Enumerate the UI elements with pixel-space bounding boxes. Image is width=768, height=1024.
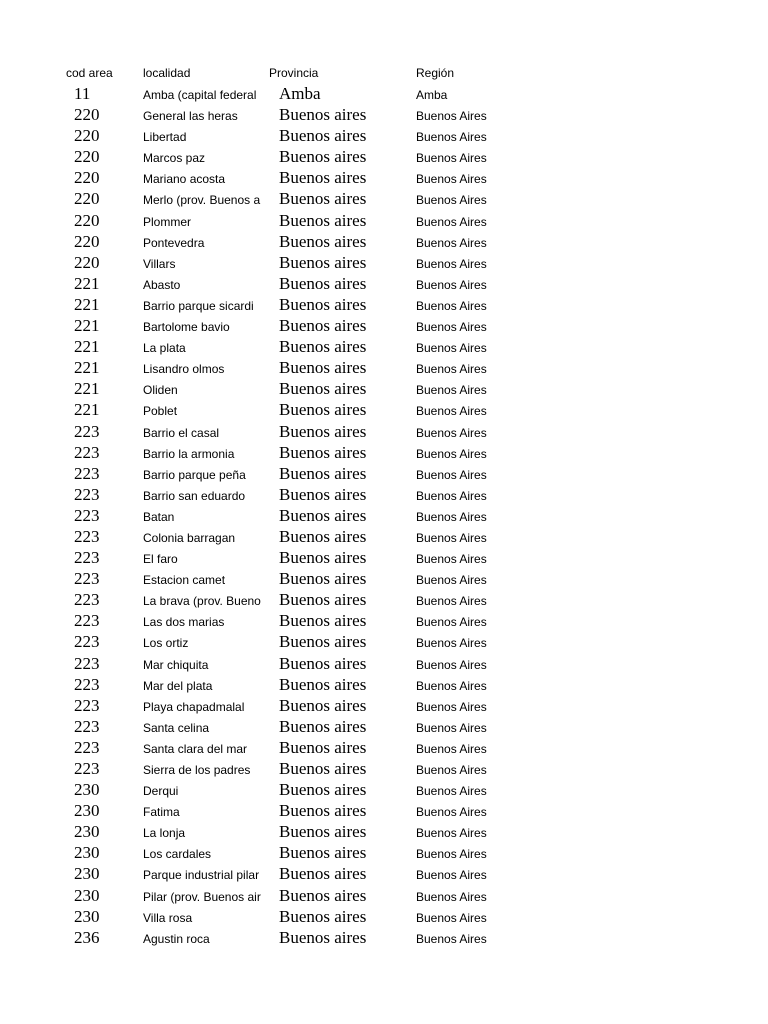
table-row (0, 928, 768, 949)
region-cell: Buenos Aires (416, 657, 487, 672)
provincia-cell: Buenos aires (279, 759, 367, 778)
region-cell: Buenos Aires (416, 763, 487, 777)
localidad-cell: Playa chapadmalal (143, 699, 245, 714)
provincia-cell: Amba (279, 84, 321, 103)
localidad-cell: Mariano acosta (143, 172, 226, 187)
cod-area-cell: 220 (74, 168, 100, 188)
region-cell: Buenos Aires (416, 530, 487, 545)
cod-area-cell: 220 (74, 189, 100, 209)
region-cell: Buenos Aires (416, 847, 487, 862)
localidad-cell: Bartolome bavio (143, 320, 230, 335)
localidad-cell: Batan (143, 509, 175, 524)
table-row (0, 590, 768, 611)
provincia-cell: Buenos aires (279, 147, 367, 167)
provincia-cell: Buenos aires (279, 189, 367, 209)
cod-area-cell: 223 (74, 526, 100, 546)
localidad-cell: Amba (capital federal (143, 88, 257, 102)
table-row (0, 105, 768, 126)
cod-area-cell: 230 (74, 864, 100, 884)
localidad-cell: Pontevedra (143, 235, 205, 250)
table-row (0, 843, 768, 864)
localidad-cell: Poblet (143, 404, 178, 419)
table-row (0, 316, 768, 337)
table-row (0, 738, 768, 759)
localidad-cell: La brava (prov. Bueno (143, 594, 261, 609)
header-provincia: Provincia (269, 66, 319, 80)
region-cell: Amba (416, 88, 448, 102)
localidad-cell: Marcos paz (143, 151, 206, 166)
region-cell: Buenos Aires (416, 868, 487, 883)
header-localidad: localidad (143, 66, 191, 80)
localidad-cell: Los ortiz (143, 636, 189, 651)
cod-area-cell: 230 (74, 885, 100, 905)
region-cell: Buenos Aires (416, 193, 487, 208)
localidad-cell: Oliden (143, 383, 178, 398)
localidad-cell: Mar del plata (143, 678, 213, 693)
table-header (0, 66, 768, 82)
region-cell: Buenos Aires (416, 931, 487, 946)
localidad-cell: Colonia barragan (143, 530, 236, 545)
localidad-cell: Villars (143, 256, 176, 271)
table-row (0, 295, 768, 316)
provincia-cell: Buenos aires (279, 463, 367, 483)
provincia-cell: Buenos aires (279, 569, 367, 589)
cod-area-cell: 223 (74, 590, 100, 610)
provincia-cell: Buenos aires (279, 252, 367, 272)
cod-area-cell: 223 (74, 653, 100, 673)
localidad-cell: Plommer (143, 214, 192, 229)
cod-area-cell: 223 (74, 442, 100, 462)
table-body (0, 84, 768, 949)
cod-area-cell: 223 (74, 759, 100, 778)
localidad-cell: Santa clara del mar (143, 741, 248, 756)
table-row (0, 400, 768, 421)
table-row (0, 126, 768, 147)
localidad-cell: Barrio la armonia (143, 446, 235, 461)
header-cod-area: cod area (66, 66, 113, 80)
region-cell: Buenos Aires (416, 720, 487, 735)
cod-area-cell: 223 (74, 505, 100, 525)
table-row (0, 337, 768, 358)
table-row (0, 801, 768, 822)
cod-area-cell: 223 (74, 695, 100, 715)
cod-area-cell: 223 (74, 632, 100, 652)
region-cell: Buenos Aires (416, 594, 487, 609)
localidad-cell: Estacion camet (143, 573, 226, 588)
localidad-cell: Agustin roca (143, 931, 210, 946)
provincia-cell: Buenos aires (279, 484, 367, 504)
localidad-cell: Fatima (143, 805, 180, 820)
table-row (0, 443, 768, 464)
region-cell: Buenos Aires (416, 741, 487, 756)
localidad-cell: Libertad (143, 130, 187, 145)
localidad-cell: Lisandro olmos (143, 362, 225, 377)
cod-area-cell: 230 (74, 906, 100, 926)
cod-area-cell: 223 (74, 484, 100, 504)
region-cell: Buenos Aires (416, 805, 487, 820)
table-row (0, 189, 768, 210)
region-cell: Buenos Aires (416, 552, 487, 567)
cod-area-cell: 223 (74, 611, 100, 631)
region-cell: Buenos Aires (416, 235, 487, 250)
table-row (0, 274, 768, 295)
provincia-cell: Buenos aires (279, 632, 367, 652)
provincia-cell: Buenos aires (279, 231, 367, 251)
table-row (0, 569, 768, 590)
region-cell: Buenos Aires (416, 320, 487, 335)
region-cell: Buenos Aires (416, 699, 487, 714)
localidad-cell: Barrio parque sicardi (143, 298, 254, 313)
provincia-cell: Buenos aires (279, 864, 367, 884)
provincia-cell: Buenos aires (279, 379, 367, 399)
provincia-cell: Buenos aires (279, 906, 367, 926)
table-row (0, 358, 768, 379)
table-row (0, 527, 768, 548)
table-row (0, 654, 768, 675)
provincia-cell: Buenos aires (279, 526, 367, 546)
region-cell: Buenos Aires (416, 826, 487, 841)
table-row (0, 822, 768, 843)
cod-area-cell: 230 (74, 843, 100, 863)
cod-area-cell: 220 (74, 252, 100, 272)
region-cell: Buenos Aires (416, 172, 487, 187)
table-row (0, 864, 768, 885)
header-region: Región (416, 66, 455, 80)
cod-area-cell: 221 (74, 316, 100, 336)
provincia-cell: Buenos aires (279, 695, 367, 715)
region-cell: Buenos Aires (416, 636, 487, 651)
provincia-cell: Buenos aires (279, 548, 367, 568)
provincia-cell: Buenos aires (279, 400, 367, 420)
cod-area-cell: 221 (74, 379, 100, 399)
provincia-cell: Buenos aires (279, 653, 367, 673)
cod-area-cell: 223 (74, 716, 100, 736)
cod-area-cell: 221 (74, 400, 100, 420)
table-row (0, 632, 768, 653)
cod-area-cell: 223 (74, 569, 100, 589)
provincia-cell: Buenos aires (279, 316, 367, 336)
provincia-cell: Buenos aires (279, 337, 367, 357)
localidad-cell: Sierra de los padres (143, 763, 251, 777)
cod-area-cell: 223 (74, 463, 100, 483)
provincia-cell: Buenos aires (279, 126, 367, 146)
table-row (0, 780, 768, 801)
provincia-cell: Buenos aires (279, 168, 367, 188)
table-row (0, 759, 768, 780)
table-row (0, 464, 768, 485)
provincia-cell: Buenos aires (279, 716, 367, 736)
cod-area-cell: 221 (74, 273, 100, 293)
localidad-cell: Parque industrial pilar (143, 868, 260, 883)
localidad-cell: El faro (143, 552, 178, 567)
localidad-cell: Los cardales (143, 847, 212, 862)
provincia-cell: Buenos aires (279, 927, 367, 947)
table-row (0, 506, 768, 527)
localidad-cell: Barrio parque peña (143, 467, 246, 482)
cod-area-cell: 220 (74, 210, 100, 230)
localidad-cell: La plata (143, 341, 186, 356)
table-row (0, 675, 768, 696)
region-cell: Buenos Aires (416, 151, 487, 166)
provincia-cell: Buenos aires (279, 442, 367, 462)
localidad-cell: Abasto (143, 277, 181, 292)
table-row (0, 379, 768, 400)
localidad-cell: Barrio san eduardo (143, 488, 246, 503)
region-cell: Buenos Aires (416, 446, 487, 461)
table-row (0, 211, 768, 232)
table-row (0, 232, 768, 253)
provincia-cell: Buenos aires (279, 737, 367, 757)
cod-area-cell: 220 (74, 147, 100, 167)
table-row (0, 147, 768, 168)
provincia-cell: Buenos aires (279, 801, 367, 821)
provincia-cell: Buenos aires (279, 505, 367, 525)
provincia-cell: Buenos aires (279, 273, 367, 293)
cod-area-cell: 221 (74, 294, 100, 314)
cod-area-cell: 11 (74, 84, 91, 103)
provincia-cell: Buenos aires (279, 210, 367, 230)
cod-area-cell: 221 (74, 337, 100, 357)
region-cell: Buenos Aires (416, 404, 487, 419)
provincia-cell: Buenos aires (279, 611, 367, 631)
cod-area-cell: 223 (74, 548, 100, 568)
region-cell: Buenos Aires (416, 256, 487, 271)
cod-area-cell: 220 (74, 105, 100, 125)
provincia-cell: Buenos aires (279, 358, 367, 378)
cod-area-cell: 230 (74, 780, 100, 800)
localidad-cell: La lonja (143, 826, 186, 841)
provincia-cell: Buenos aires (279, 843, 367, 863)
table-row (0, 696, 768, 717)
cod-area-cell: 230 (74, 822, 100, 842)
region-cell: Buenos Aires (416, 425, 487, 440)
localidad-cell: Las dos marias (143, 615, 225, 630)
region-cell: Buenos Aires (416, 910, 487, 925)
region-cell: Buenos Aires (416, 130, 487, 145)
table-row (0, 717, 768, 738)
localidad-cell: Merlo (prov. Buenos a (143, 193, 261, 208)
provincia-cell: Buenos aires (279, 780, 367, 800)
provincia-cell: Buenos aires (279, 421, 367, 441)
region-cell: Buenos Aires (416, 488, 487, 503)
region-cell: Buenos Aires (416, 889, 487, 904)
localidad-cell: Pilar (prov. Buenos air (143, 889, 261, 904)
provincia-cell: Buenos aires (279, 822, 367, 842)
region-cell: Buenos Aires (416, 362, 487, 377)
cod-area-cell: 223 (74, 737, 100, 757)
table-row (0, 168, 768, 189)
provincia-cell: Buenos aires (279, 294, 367, 314)
region-cell: Buenos Aires (416, 573, 487, 588)
localidad-cell: Derqui (143, 784, 179, 799)
cod-area-cell: 220 (74, 126, 100, 146)
cod-area-cell: 220 (74, 231, 100, 251)
provincia-cell: Buenos aires (279, 590, 367, 610)
table-row (0, 84, 768, 105)
cod-area-cell: 223 (74, 674, 100, 694)
table-row (0, 886, 768, 907)
cod-area-cell: 236 (74, 927, 100, 947)
region-cell: Buenos Aires (416, 298, 487, 313)
region-cell: Buenos Aires (416, 109, 487, 124)
region-cell: Buenos Aires (416, 784, 487, 799)
region-cell: Buenos Aires (416, 341, 487, 356)
region-cell: Buenos Aires (416, 214, 487, 229)
localidad-cell: General las heras (143, 109, 238, 124)
cod-area-cell: 221 (74, 358, 100, 378)
table-row (0, 422, 768, 443)
localidad-cell: Villa rosa (143, 910, 193, 925)
region-cell: Buenos Aires (416, 509, 487, 524)
region-cell: Buenos Aires (416, 678, 487, 693)
region-cell: Buenos Aires (416, 383, 487, 398)
provincia-cell: Buenos aires (279, 105, 367, 125)
table-row (0, 548, 768, 569)
table-row (0, 907, 768, 928)
region-cell: Buenos Aires (416, 467, 487, 482)
provincia-cell: Buenos aires (279, 885, 367, 905)
localidad-cell: Barrio el casal (143, 425, 220, 440)
localidad-cell: Santa celina (143, 720, 210, 735)
provincia-cell: Buenos aires (279, 674, 367, 694)
region-cell: Buenos Aires (416, 615, 487, 630)
cod-area-cell: 223 (74, 421, 100, 441)
table-row (0, 485, 768, 506)
region-cell: Buenos Aires (416, 277, 487, 292)
cod-area-cell: 230 (74, 801, 100, 821)
table-row (0, 253, 768, 274)
localidad-cell: Mar chiquita (143, 657, 209, 672)
table-row (0, 611, 768, 632)
